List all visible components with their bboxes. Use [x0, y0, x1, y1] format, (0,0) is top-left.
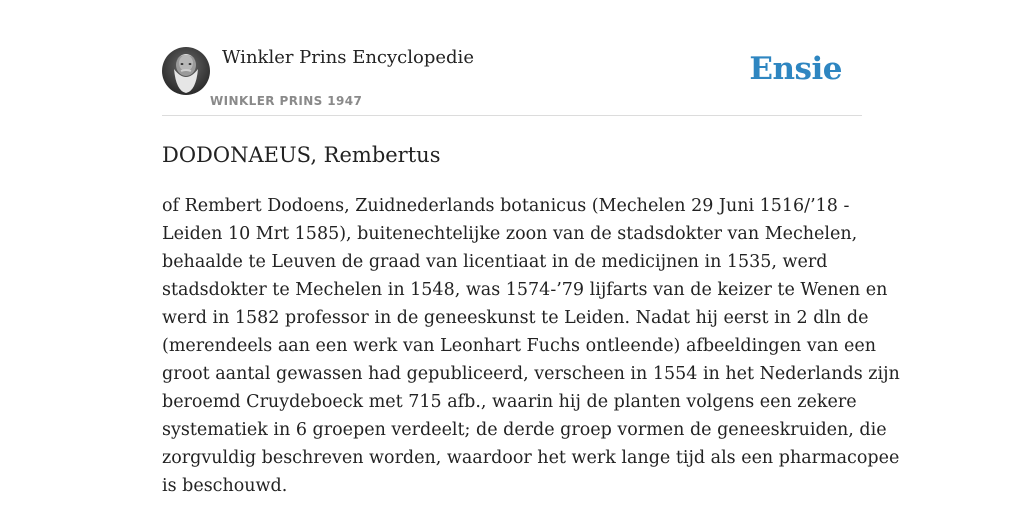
article-body-line: is beschouwd. [162, 476, 288, 496]
article-title: DODONAEUS, Rembertus [162, 143, 441, 167]
article-body-line: werd in 1582 professor in de geneeskunst te Leiden. Nadat hij eerst in 2 dln de [162, 308, 869, 328]
article-body-line: (merendeels aan een werk van Leonhart Fuchs ontleende) afbeeldingen van een [162, 336, 876, 356]
source-header [162, 0, 862, 116]
page [162, 0, 900, 512]
source-title[interactable]: Winkler Prins Encyclopedie [222, 47, 474, 68]
article-body-line: groot aantal gewassen had gepubliceerd, verscheen in 1554 in het Nederlands zijn [162, 364, 900, 384]
article-body [162, 192, 900, 500]
source-avatar[interactable] [162, 47, 210, 95]
article-body-line: Leiden 10 Mrt 1585), buitenechtelijke zoon van de stadsdokter van Mechelen, [162, 224, 858, 244]
article-body-line: of Rembert Dodoens, Zuidnederlands botanicus (Mechelen 29 Juni 1516/’18 - [162, 196, 850, 216]
brand-logo[interactable]: Ensie [749, 51, 842, 87]
article-body-line: systematiek in 6 groepen verdeelt; de derde groep vormen de geneeskruiden, die [162, 420, 887, 440]
article-body-line: stadsdokter te Mechelen in 1548, was 1574-’79 lijfarts van de keizer te Wenen en [162, 280, 888, 300]
article-body-line: beroemd Cruydeboeck met 715 afb., waarin hij de planten volgens een zekere [162, 392, 857, 412]
bearded-man-portrait-icon [162, 47, 210, 95]
article-body-line: zorgvuldig beschreven worden, waardoor het werk lange tijd als een pharmacopee [162, 448, 900, 468]
source-subtitle[interactable]: WINKLER PRINS 1947 [210, 94, 363, 108]
article-body-line: behaalde te Leuven de graad van licentiaat in de medicijnen in 1535, werd [162, 252, 828, 272]
